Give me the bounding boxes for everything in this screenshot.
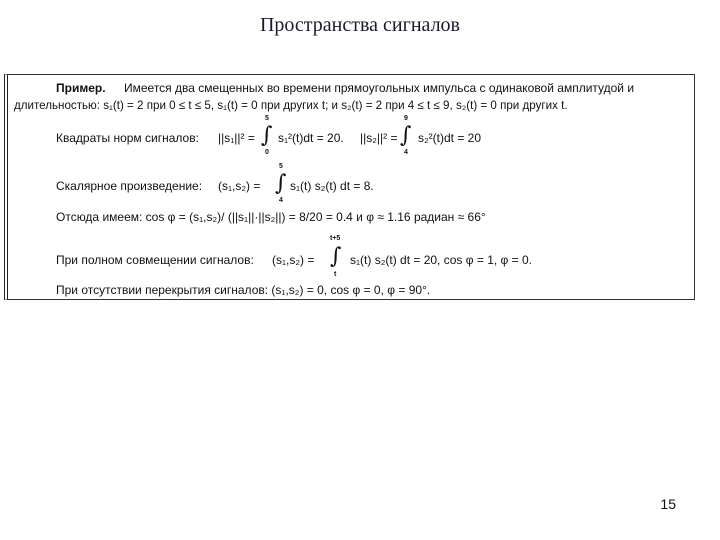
integral-sign: ∫ [330,244,342,269]
example-panel [4,74,695,300]
scalar-lower-limit: 4 [279,197,283,204]
full-overlap-label: При полном совмещении сигналов: [56,253,254,267]
full-overlap-lower-limit: t [334,271,337,278]
example-label: Пример. [56,81,106,95]
example-line-1: Имеется два смещенных во времени прямоугольных импульса с одинаковой амплитудой и [124,81,635,95]
page-number: 15 [660,496,676,512]
integral-sign: ∫ [400,123,412,148]
norm2-upper-limit: 9 [404,115,408,122]
full-overlap-left: (s₁,s₂) = [272,253,315,267]
integral-sign: ∫ [261,123,273,148]
scalar-left: (s₁,s₂) = [218,179,261,193]
norm1-upper-limit: 5 [265,115,269,122]
cos-line: Отсюда имеем: cos φ = (s₁,s₂)/ (||s₁||·||s₂||) = 8/20 = 0.4 и φ ≈ 1.16 радиан ≈ 66° [56,210,486,224]
norm1-lower-limit: 0 [265,149,269,156]
norms-label: Квадраты норм сигналов: [56,131,199,145]
no-overlap-line: При отсутствии перекрытия сигналов: (s₁,s₂) = 0, cos φ = 0, φ = 90°. [56,283,431,297]
scalar-right: s₁(t) s₂(t) dt = 8. [290,179,374,193]
integral-sign: ∫ [275,171,287,196]
full-overlap-upper-limit: t+5 [330,235,341,242]
example-line-2: длительностью: s₁(t) = 2 при 0 ≤ t ≤ 5, s₁(t) = 0 при других t; и s₂(t) = 2 при 4 ≤ t ≤ 9, s₂(t) = 0 при других t. [14,99,568,112]
norm2-right: s₂²(t)dt = 20 [418,131,482,145]
scalar-label: Скалярное произведение: [56,179,203,193]
scalar-upper-limit: 5 [279,163,283,170]
norm2-lower-limit: 4 [404,149,408,156]
norm2-left: ||s₂||² = [360,131,398,145]
slide-title: Пространства сигналов [259,14,461,36]
norm1-left: ||s₁||² = [218,131,255,145]
full-overlap-right: s₁(t) s₂(t) dt = 20, cos φ = 1, φ = 0. [350,253,532,267]
norm1-right: s₁²(t)dt = 20. [278,131,344,145]
